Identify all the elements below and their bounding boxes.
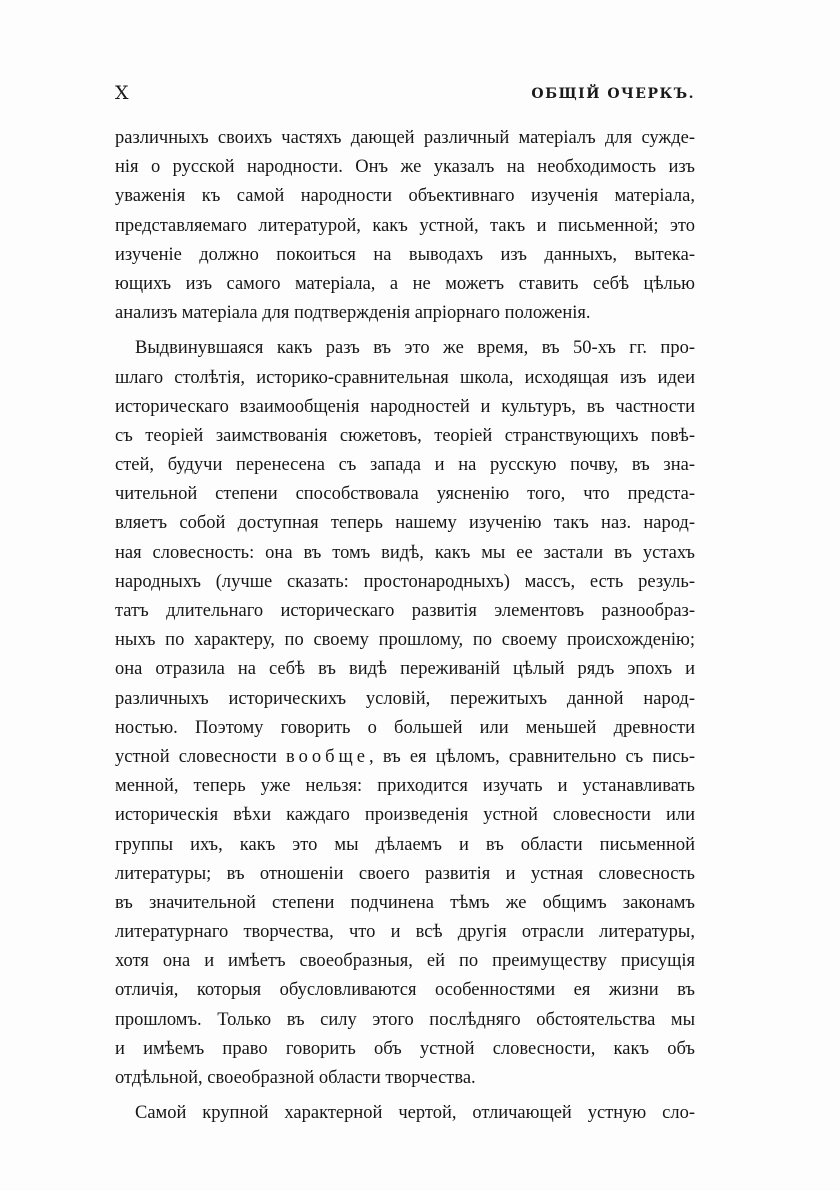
text-line: менной, теперь уже нельзя: приходится изучать и устанавливать (115, 776, 695, 797)
text-line: литературнаго творчества, что и всѣ другія отрасли литературы, (115, 922, 695, 943)
paragraph-1 (115, 124, 695, 328)
text-line: ющихъ изъ самого матеріала, а не можетъ ставить себѣ цѣлью (115, 273, 695, 294)
text-line: различныхъ своихъ частяхъ дающей различный матеріалъ для сужде- (115, 128, 695, 148)
text-line: чительной степени способствовала уясненію того, что предста- (115, 484, 695, 505)
text-line: съ теоріей заимствованія сюжетовъ, теоріей странствующихъ повѣ- (115, 425, 695, 446)
text-line: вляетъ собой доступная теперь нашему изученію такъ наз. народ- (115, 513, 695, 534)
text-line: и имѣемъ право говорить объ устной словесности, какъ объ (115, 1038, 695, 1059)
text-line: стей, будучи перенесена съ запада и на русскую почву, въ зна- (115, 455, 695, 476)
text-line: представляемаго литературой, какъ устной, такъ и письменной; это (115, 215, 695, 236)
text-line: она отразила на себѣ въ видѣ переживаній цѣлый рядъ эпохъ и (115, 659, 695, 680)
text-line: ная словесность: она въ томъ видѣ, какъ мы ее застали въ устахъ (115, 542, 695, 563)
emphasized-word: вообще (286, 746, 369, 767)
text-line: отдѣльной, своеобразной области творчества. (115, 1068, 476, 1088)
text-line: народныхъ (лучше сказать: простонародныхъ) массъ, есть резуль- (115, 571, 695, 592)
text-line: нія о русской народности. Онъ же указалъ на необходимость изъ (115, 157, 695, 178)
page-number: X (115, 82, 130, 104)
text-line: прошломъ. Только въ силу этого послѣдняго обстоятельства мы (115, 1009, 695, 1030)
body-text (115, 124, 695, 1128)
paragraph-3 (115, 1099, 695, 1128)
text-line-composite (115, 743, 695, 772)
page-header (115, 82, 695, 112)
running-title: ОБЩІЙ ОЧЕРКЪ. (531, 86, 695, 102)
text-line: анализъ матеріала для подтвержденія апріорнаго положенія. (115, 303, 591, 324)
text-line: Выдвинувшаяся какъ разъ въ это же время, въ 50-хъ гг. про- (135, 338, 695, 359)
text-line: отличія, которыя обусловливаются особенностями ея жизни въ (115, 980, 695, 1001)
text-line: литературы; въ отношеніи своего развитія и устная словесность (115, 863, 695, 884)
text-line: группы ихъ, какъ это мы дѣлаемъ и въ области письменной (115, 834, 695, 855)
text-line: историческаго взаимообщенія народностей и культуръ, въ частности (115, 396, 695, 417)
text-line: ныхъ по характеру, по своему прошлому, по своему происхожденію; (115, 630, 695, 651)
text-line: историческія вѣхи каждаго произведенія устной словесности или (115, 805, 695, 826)
paragraph-2 (115, 334, 695, 1093)
text-segment: , въ ея цѣломъ, сравнительно съ пись- (369, 746, 696, 767)
text-line: татъ длительнаго историческаго развитія элементовъ разнообраз- (115, 601, 695, 621)
text-line: различныхъ историческихъ условій, пережитыхъ данной народ- (115, 688, 695, 709)
text-line: уваженія къ самой народности объективнаго изученія матеріала, (115, 186, 695, 207)
text-line: хотя она и имѣетъ своеобразныя, ей по преимуществу присущія (115, 951, 695, 972)
text-segment: устной словесности (115, 746, 277, 767)
text-line: Самой крупной характерной чертой, отличающей устную сло- (135, 1103, 695, 1124)
text-line: въ значительной степени подчинена тѣмъ же общимъ законамъ (115, 892, 695, 913)
text-line: ностью. Поэтому говорить о большей или меньшей древности (115, 717, 695, 738)
text-line: изученіе должно покоиться на выводахъ изъ данныхъ, вытека- (115, 244, 695, 265)
text-line: шлаго столѣтія, историко-сравнительная школа, исходящая изъ идеи (115, 367, 695, 388)
